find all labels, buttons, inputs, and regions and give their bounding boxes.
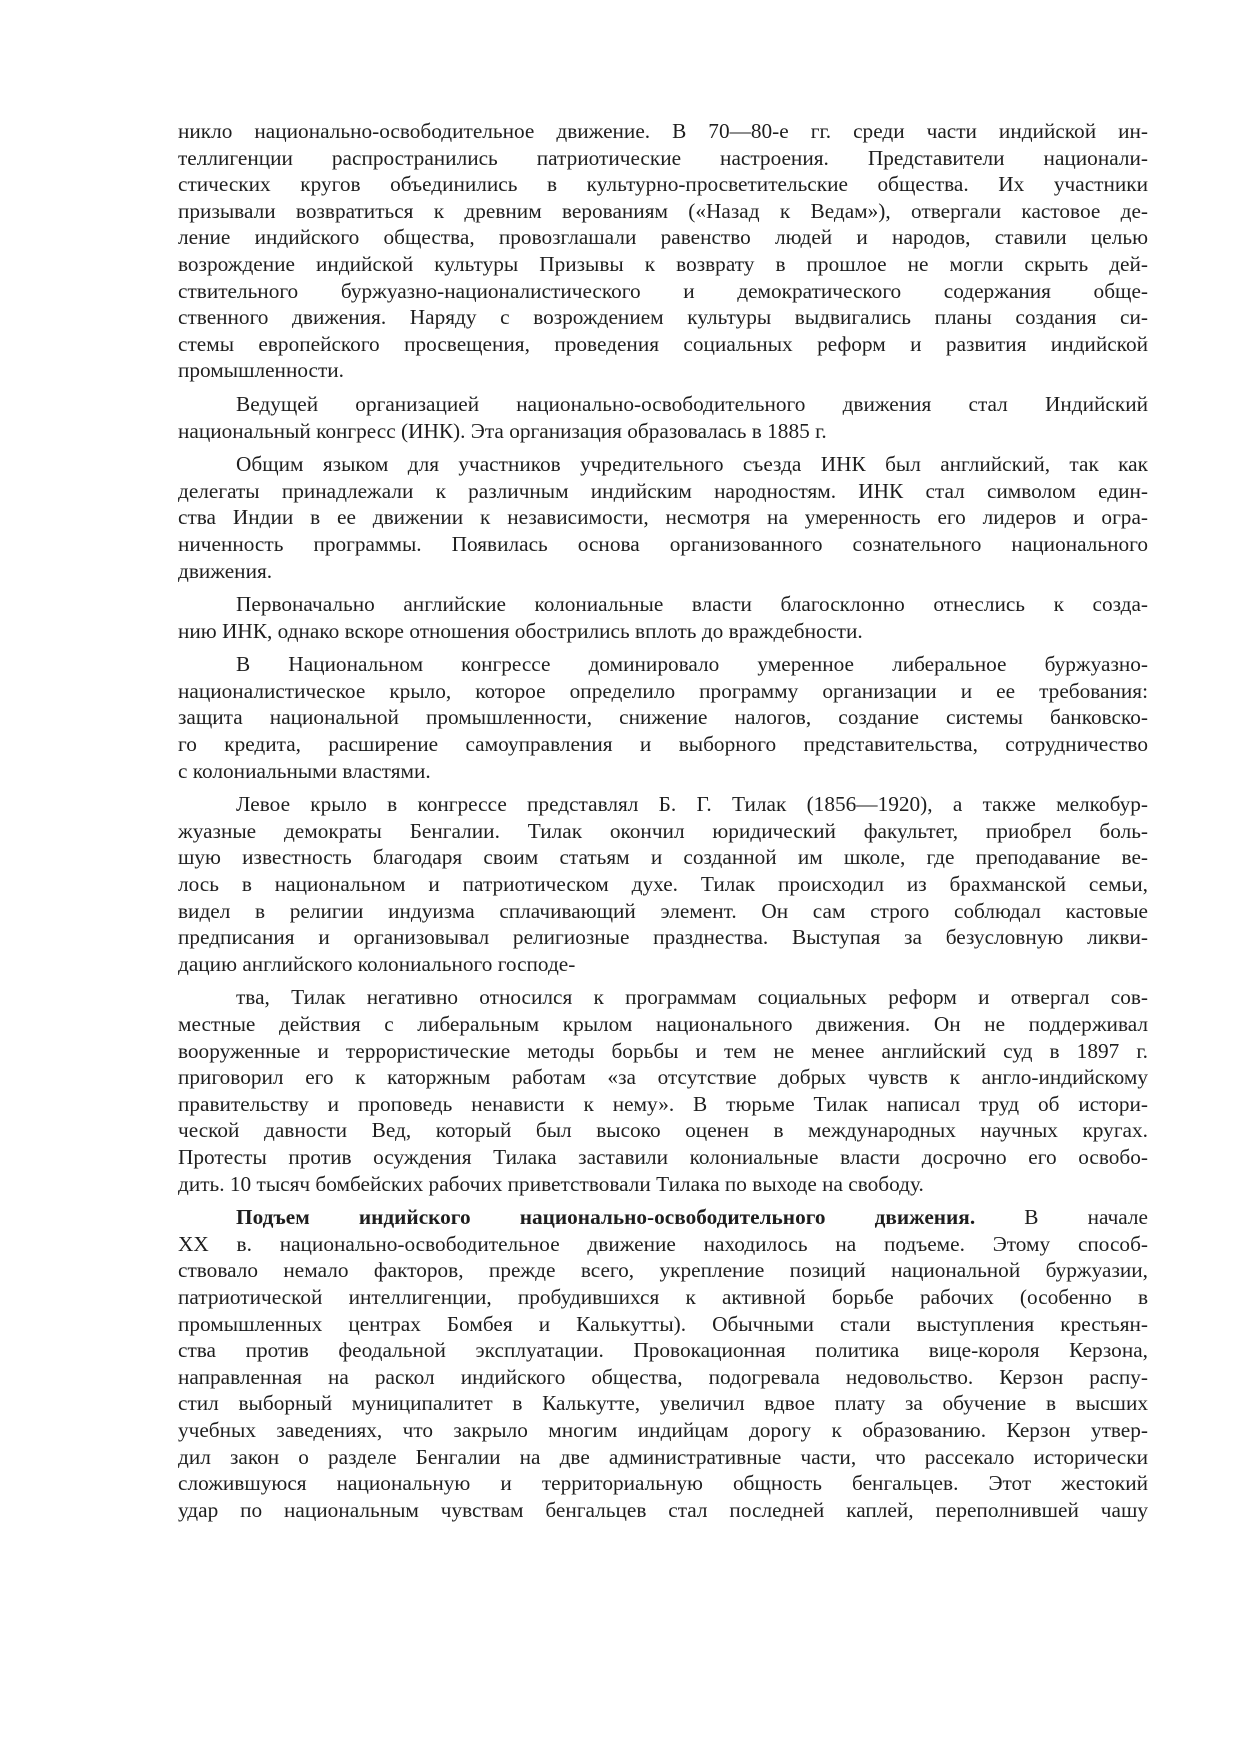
text-line: сложившуюся национальную и территориальную общность бенгальцев. Этот жестокий	[178, 1471, 1148, 1496]
text-line: никло национально-освободительное движение. В 70—80-е гг. среди части индийской ин-	[178, 119, 1148, 143]
text-line: ствовало немало факторов, прежде всего, укрепление позиций национальной буржуазии,	[178, 1258, 1148, 1283]
text-line: видел в религии индуизма сплачивающий элемент. Он сам строго соблюдал кастовые	[178, 898, 1148, 923]
text-line: призывали возвратиться к древним верованиям («Назад к Ведам»), отвергали кастовое де-	[178, 198, 1148, 223]
text-line: XX в. национально-освободительное движение находилось на подъеме. Этому способ-	[178, 1231, 1148, 1256]
text-line: Общим языком для участников учредительного съезда ИНК был английский, так как	[236, 452, 1148, 477]
text-line: нию ИНК, однако вскоре отношения обострились вплоть до враждебности.	[178, 618, 863, 643]
text-line: учебных заведениях, что закрыло многим индийцам дорогу к образованию. Керзон утвер-	[178, 1417, 1148, 1442]
text-line: Ведущей организацией национально-освободительного движения стал Индийский	[236, 391, 1148, 416]
text-line: тва, Тилак негативно относился к программам социальных реформ и отвергал сов-	[236, 985, 1148, 1010]
paragraph	[178, 984, 1148, 1197]
text-line: стил выборный муниципалитет в Калькутте, увеличил вдвое плату за обучение в высших	[178, 1391, 1148, 1416]
text-line: направленная на раскол индийского общества, подогревала недовольство. Керзон распу-	[178, 1364, 1148, 1389]
text-line: патриотической интеллигенции, пробудившихся к активной борьбе рабочих (особенно в	[178, 1284, 1148, 1309]
text-line: дацию английского колониального господе-	[178, 951, 576, 976]
paragraph-gap	[178, 584, 1148, 591]
text-line: делегаты принадлежали к различным индийским народностям. ИНК стал символом един-	[178, 478, 1148, 503]
text-line: националистическое крыло, которое определило программу организации и ее требования:	[178, 678, 1148, 703]
paragraph-gap	[178, 1197, 1148, 1204]
text-line: национальный конгресс (ИНК). Эта организация образовалась в 1885 г.	[178, 418, 827, 443]
paragraph	[178, 391, 1148, 444]
text-line: ства против феодальной эксплуатации. Провокационная политика вице-короля Керзона,	[178, 1338, 1148, 1363]
text-line: движения.	[178, 558, 273, 583]
text-line: ства Индии в ее движении к независимости, несмотря на умеренность его лидеров и огра-	[178, 505, 1148, 530]
text-line: с колониальными властями.	[178, 758, 431, 783]
paragraph	[178, 451, 1148, 584]
text-line: предписания и организовывал религиозные празднества. Выступая за безусловную ликви-	[178, 925, 1148, 950]
text-line: местные действия с либеральным крылом национального движения. Он не поддерживал	[178, 1012, 1148, 1036]
text-line: правительству и проповедь ненависти к нему». В тюрьме Тилак написал труд об истори-	[178, 1091, 1148, 1116]
text-line: дить. 10 тысяч бомбейских рабочих приветствовали Тилака по выходе на свободу.	[178, 1171, 924, 1196]
text-line: вооруженные и террористические методы борьбы и тем не менее английский суд в 1897 г.	[178, 1038, 1148, 1063]
text-line: лось в национальном и патриотическом духе. Тилак происходил из брахманской семьи,	[178, 872, 1148, 897]
text-line: ственного движения. Наряду с возрождением культуры выдвигались планы создания си-	[178, 305, 1148, 330]
text-line: ческой давности Вед, который был высоко оценен в международных научных кругах.	[178, 1118, 1148, 1143]
paragraph-gap	[178, 784, 1148, 791]
text-line: го кредита, расширение самоуправления и выборного представительства, сотрудничество	[178, 732, 1148, 757]
text-line: защита национальной промышленности, снижение налогов, создание системы банковско-	[178, 705, 1148, 730]
section-heading-continuation: В начале	[975, 1205, 1149, 1230]
document-page	[178, 118, 1148, 1523]
text-line: дил закон о разделе Бенгалии на две административные части, что рассекало исторически	[178, 1444, 1148, 1469]
text-line: ление индийского общества, провозглашали равенство людей и народов, ставили целью	[178, 225, 1148, 250]
text-line: жуазные демократы Бенгалии. Тилак окончил юридический факультет, приобрел боль-	[178, 818, 1148, 843]
paragraph	[178, 591, 1148, 644]
paragraph-gap	[178, 384, 1148, 391]
text-line: стических кругов объединились в культурно-просветительские общества. Их участники	[178, 172, 1148, 197]
text-line: В Национальном конгрессе доминировало умеренное либеральное буржуазно-	[236, 652, 1148, 677]
text-line: ствительного буржуазно-националистического и демократического содержания обще-	[178, 278, 1148, 303]
text-line: ниченность программы. Появилась основа организованного сознательного национального	[178, 531, 1148, 556]
text-line: Протесты против осуждения Тилака заставили колониальные власти досрочно его освобо-	[178, 1144, 1148, 1169]
text-line: приговорил его к каторжным работам «за отсутствие добрых чувств к англо-индийскому	[178, 1065, 1148, 1090]
section-paragraph	[178, 1204, 1148, 1523]
text-line	[178, 1204, 1148, 1231]
paragraph-gap	[178, 644, 1148, 651]
paragraph-gap	[178, 977, 1148, 984]
text-line: промышленных центрах Бомбея и Калькутты). Обычными стали выступления крестьян-	[178, 1311, 1148, 1336]
text-line: удар по национальным чувствам бенгальцев стал последней каплей, переполнившей чашу	[178, 1497, 1148, 1522]
text-line: возрождение индийской культуры Призывы к возврату в прошлое не могли скрыть дей-	[178, 251, 1148, 276]
paragraph	[178, 791, 1148, 977]
paragraph	[178, 118, 1148, 384]
text-line: Первоначально английские колониальные власти благосклонно отнеслись к созда-	[236, 592, 1148, 617]
paragraph	[178, 651, 1148, 784]
section-heading: Подъем индийского национально-освободительного движения.	[236, 1205, 976, 1230]
paragraph-gap	[178, 444, 1148, 451]
text-line: стемы европейского просвещения, проведения социальных реформ и развития индийской	[178, 331, 1148, 356]
text-line: шую известность благодаря своим статьям и созданной им школе, где преподавание ве-	[178, 845, 1148, 870]
text-line: промышленности.	[178, 358, 345, 383]
text-line: теллигенции распространились патриотические настроения. Представители национали-	[178, 145, 1148, 170]
text-line: Левое крыло в конгрессе представлял Б. Г. Тилак (1856—1920), а также мелкобур-	[236, 792, 1148, 817]
